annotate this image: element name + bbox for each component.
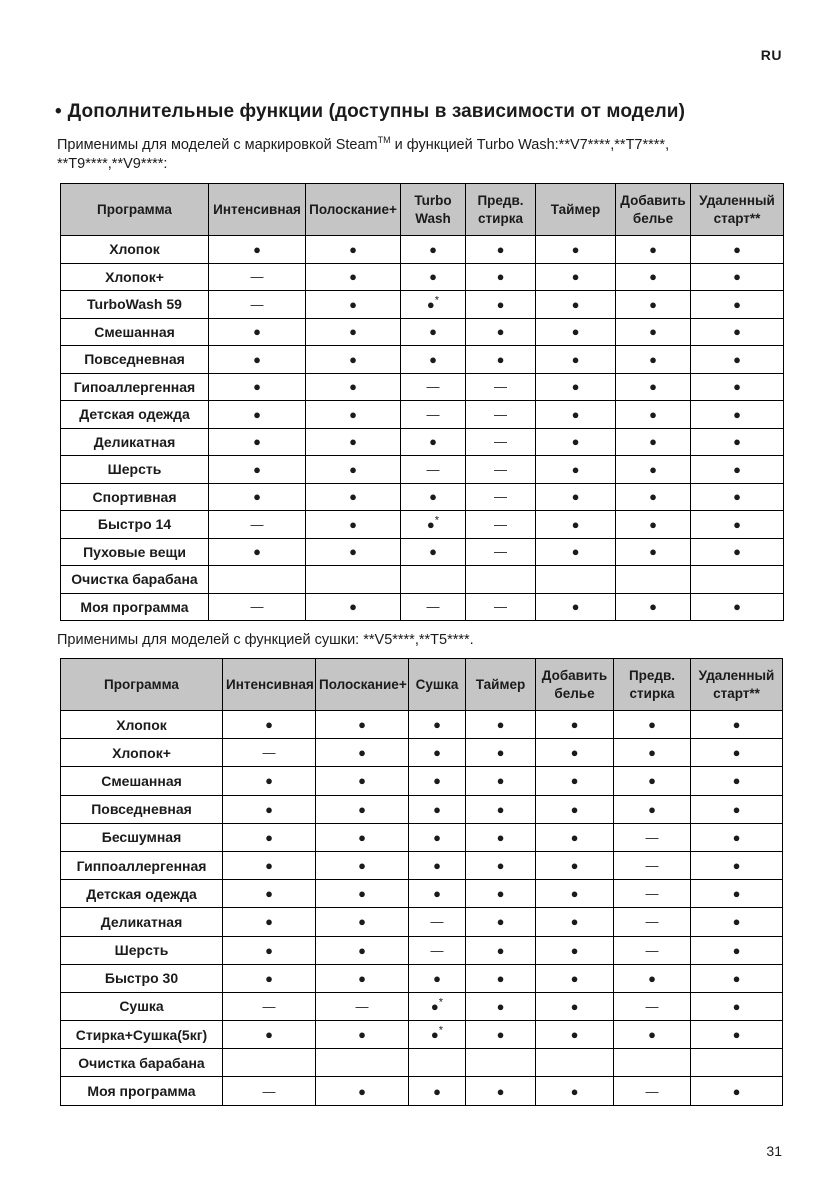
available-mark: ● <box>691 711 783 739</box>
column-header: Сушка <box>409 659 466 711</box>
empty-cell <box>316 1049 409 1077</box>
available-mark: ● <box>691 483 784 511</box>
available-mark: ● <box>223 795 316 823</box>
available-mark: ● <box>691 373 784 401</box>
available-mark: ● <box>536 992 614 1020</box>
section-heading-text: Дополнительные функции (доступны в зависимости от модели) <box>67 101 685 122</box>
available-mark: ● <box>401 538 466 566</box>
available-mark: ● <box>616 291 691 319</box>
column-header: Удаленный старт** <box>691 184 784 236</box>
available-mark: ● <box>466 880 536 908</box>
available-mark: ● <box>209 373 306 401</box>
table-row <box>61 1077 783 1105</box>
available-mark: ● <box>691 428 784 456</box>
available-mark: ● <box>209 346 306 374</box>
empty-cell <box>306 566 401 594</box>
empty-cell <box>466 1049 536 1077</box>
not-available-mark: — <box>466 511 536 539</box>
available-mark: ● <box>306 318 401 346</box>
header-row <box>61 659 783 711</box>
available-mark: ● <box>536 767 614 795</box>
table-row <box>61 511 784 539</box>
available-mark: ● <box>209 236 306 264</box>
available-mark: ● <box>306 263 401 291</box>
available-mark: ● <box>306 456 401 484</box>
available-mark: ● <box>614 739 691 767</box>
available-mark: ● <box>536 373 616 401</box>
not-available-mark: — <box>409 908 466 936</box>
empty-cell <box>614 1049 691 1077</box>
table-row <box>61 236 784 264</box>
available-mark: ● <box>316 767 409 795</box>
empty-cell <box>209 566 306 594</box>
available-mark: ● <box>409 880 466 908</box>
available-mark: ● <box>616 318 691 346</box>
available-mark: ● <box>466 992 536 1020</box>
available-mark: ● <box>316 711 409 739</box>
not-available-mark: — <box>401 456 466 484</box>
available-mark: ● <box>466 318 536 346</box>
program-name: Смешанная <box>61 318 209 346</box>
available-mark: ● <box>691 908 783 936</box>
intro1-text-after-tm: и функцией Turbo Wash:**V7****,**T7****, <box>390 137 670 153</box>
available-mark: ● <box>691 456 784 484</box>
not-available-mark: — <box>614 936 691 964</box>
available-mark: ● <box>209 538 306 566</box>
available-mark: ● <box>466 346 536 374</box>
available-mark: ● <box>536 236 616 264</box>
available-mark: ● <box>409 823 466 851</box>
available-mark: ● <box>409 739 466 767</box>
program-name: Деликатная <box>61 908 223 936</box>
program-name: Пуховые вещи <box>61 538 209 566</box>
available-mark: ● <box>691 318 784 346</box>
column-header: Полоскание+ <box>306 184 401 236</box>
available-with-note-mark: ●* <box>401 291 466 319</box>
available-mark: ● <box>691 1021 783 1049</box>
table-row <box>61 401 784 429</box>
program-name: Очистка барабана <box>61 566 209 594</box>
available-with-note-mark: ●* <box>409 1021 466 1049</box>
table-row <box>61 346 784 374</box>
available-mark: ● <box>401 318 466 346</box>
program-name: Детская одежда <box>61 880 223 908</box>
available-mark: ● <box>209 456 306 484</box>
available-mark: ● <box>536 1021 614 1049</box>
table-row <box>61 566 784 594</box>
column-header: Предв. стирка <box>466 184 536 236</box>
available-mark: ● <box>209 428 306 456</box>
available-mark: ● <box>536 291 616 319</box>
available-mark: ● <box>691 401 784 429</box>
available-mark: ● <box>466 1021 536 1049</box>
available-mark: ● <box>616 428 691 456</box>
column-header: Добавить белье <box>536 659 614 711</box>
available-mark: ● <box>306 346 401 374</box>
empty-cell <box>409 1049 466 1077</box>
available-mark: ● <box>536 538 616 566</box>
empty-cell <box>223 1049 316 1077</box>
column-header: Предв. стирка <box>614 659 691 711</box>
available-mark: ● <box>691 291 784 319</box>
available-mark: ● <box>209 483 306 511</box>
available-mark: ● <box>691 880 783 908</box>
available-mark: ● <box>466 908 536 936</box>
table-row <box>61 936 783 964</box>
available-mark: ● <box>306 538 401 566</box>
available-mark: ● <box>409 767 466 795</box>
program-name: Шерсть <box>61 936 223 964</box>
available-mark: ● <box>223 767 316 795</box>
empty-cell <box>466 566 536 594</box>
language-code-label: RU <box>760 47 782 63</box>
not-available-mark: — <box>223 992 316 1020</box>
available-with-note-mark: ●* <box>401 511 466 539</box>
column-header: Полоскание+ <box>316 659 409 711</box>
available-mark: ● <box>466 1077 536 1105</box>
program-name: Хлопок+ <box>61 739 223 767</box>
table-row <box>61 1021 783 1049</box>
section-heading <box>55 101 795 124</box>
intro-paragraph-dry-models: Применимы для моделей с функцией сушки: **V5****,**T5****. <box>57 632 474 648</box>
available-mark: ● <box>614 711 691 739</box>
available-mark: ● <box>691 538 784 566</box>
not-available-mark: — <box>209 511 306 539</box>
available-mark: ● <box>536 511 616 539</box>
table-row <box>61 739 783 767</box>
table-row <box>61 711 783 739</box>
available-mark: ● <box>614 964 691 992</box>
table-row <box>61 767 783 795</box>
available-mark: ● <box>223 908 316 936</box>
available-mark: ● <box>616 346 691 374</box>
available-mark: ● <box>223 711 316 739</box>
not-available-mark: — <box>466 373 536 401</box>
intro1-text-before-tm: Применимы для моделей с маркировкой Steam <box>57 137 378 153</box>
available-mark: ● <box>306 373 401 401</box>
table-row <box>61 880 783 908</box>
features-table-dry-models <box>60 658 783 1106</box>
available-mark: ● <box>316 1077 409 1105</box>
available-mark: ● <box>691 263 784 291</box>
available-mark: ● <box>316 908 409 936</box>
available-mark: ● <box>616 456 691 484</box>
available-mark: ● <box>223 936 316 964</box>
available-mark: ● <box>616 593 691 621</box>
program-name: Быстро 30 <box>61 964 223 992</box>
not-available-mark: — <box>466 593 536 621</box>
available-mark: ● <box>536 964 614 992</box>
available-mark: ● <box>306 428 401 456</box>
available-mark: ● <box>536 880 614 908</box>
intro-paragraph-steam-models <box>57 136 787 174</box>
not-available-mark: — <box>316 992 409 1020</box>
available-mark: ● <box>316 823 409 851</box>
program-name: Гипоаллергенная <box>61 373 209 401</box>
not-available-mark: — <box>466 483 536 511</box>
not-available-mark: — <box>466 428 536 456</box>
empty-cell <box>536 566 616 594</box>
program-name: Детская одежда <box>61 401 209 429</box>
available-mark: ● <box>536 428 616 456</box>
available-mark: ● <box>691 992 783 1020</box>
table-row <box>61 795 783 823</box>
available-mark: ● <box>536 851 614 879</box>
column-header: Интенсивная <box>209 184 306 236</box>
available-mark: ● <box>691 851 783 879</box>
available-mark: ● <box>616 263 691 291</box>
table-row <box>61 593 784 621</box>
available-mark: ● <box>306 401 401 429</box>
available-mark: ● <box>316 795 409 823</box>
available-mark: ● <box>409 1077 466 1105</box>
table-row <box>61 456 784 484</box>
available-mark: ● <box>691 964 783 992</box>
program-name: Стирка+Сушка(5кг) <box>61 1021 223 1049</box>
not-available-mark: — <box>401 373 466 401</box>
program-name: Моя программа <box>61 1077 223 1105</box>
not-available-mark: — <box>409 936 466 964</box>
available-mark: ● <box>691 739 783 767</box>
available-mark: ● <box>614 795 691 823</box>
not-available-mark: — <box>209 291 306 319</box>
program-name: Сушка <box>61 992 223 1020</box>
not-available-mark: — <box>614 908 691 936</box>
program-name: Моя программа <box>61 593 209 621</box>
available-mark: ● <box>306 483 401 511</box>
header-row <box>61 184 784 236</box>
program-name: Повседневная <box>61 346 209 374</box>
features-table-steam-models <box>60 183 784 621</box>
available-mark: ● <box>409 851 466 879</box>
available-mark: ● <box>316 964 409 992</box>
available-mark: ● <box>536 456 616 484</box>
available-mark: ● <box>306 593 401 621</box>
table-row <box>61 823 783 851</box>
not-available-mark: — <box>209 593 306 621</box>
table-row <box>61 483 784 511</box>
table-row <box>61 291 784 319</box>
table-row <box>61 373 784 401</box>
available-mark: ● <box>466 851 536 879</box>
not-available-mark: — <box>401 593 466 621</box>
available-mark: ● <box>691 236 784 264</box>
available-mark: ● <box>691 511 784 539</box>
available-mark: ● <box>316 739 409 767</box>
program-name: Спортивная <box>61 483 209 511</box>
program-name: Гиппоаллергенная <box>61 851 223 879</box>
table-row <box>61 318 784 346</box>
available-mark: ● <box>466 823 536 851</box>
available-mark: ● <box>409 964 466 992</box>
trademark-superscript: TM <box>377 135 391 146</box>
empty-cell <box>616 566 691 594</box>
available-mark: ● <box>614 1021 691 1049</box>
table-row <box>61 538 784 566</box>
available-mark: ● <box>316 880 409 908</box>
heading-bullet: • <box>55 101 62 122</box>
empty-cell <box>691 1049 783 1077</box>
not-available-mark: — <box>614 992 691 1020</box>
available-mark: ● <box>466 236 536 264</box>
program-name: TurboWash 59 <box>61 291 209 319</box>
available-mark: ● <box>616 538 691 566</box>
available-mark: ● <box>536 263 616 291</box>
column-header: Удаленный старт** <box>691 659 783 711</box>
available-mark: ● <box>616 236 691 264</box>
program-name: Хлопок <box>61 711 223 739</box>
intro1-line2: **T9****,**V9****: <box>57 156 168 172</box>
available-mark: ● <box>401 428 466 456</box>
not-available-mark: — <box>466 456 536 484</box>
available-mark: ● <box>316 936 409 964</box>
available-mark: ● <box>409 711 466 739</box>
column-header: Таймер <box>536 184 616 236</box>
not-available-mark: — <box>614 880 691 908</box>
column-header: Программа <box>61 659 223 711</box>
available-mark: ● <box>691 795 783 823</box>
empty-cell <box>401 566 466 594</box>
available-mark: ● <box>536 318 616 346</box>
available-mark: ● <box>401 346 466 374</box>
not-available-mark: — <box>614 823 691 851</box>
program-name: Хлопок <box>61 236 209 264</box>
column-header: Таймер <box>466 659 536 711</box>
available-mark: ● <box>536 401 616 429</box>
program-name: Хлопок+ <box>61 263 209 291</box>
available-mark: ● <box>536 739 614 767</box>
available-mark: ● <box>223 823 316 851</box>
available-mark: ● <box>616 401 691 429</box>
table-row <box>61 428 784 456</box>
empty-cell <box>691 566 784 594</box>
available-mark: ● <box>536 711 614 739</box>
available-mark: ● <box>223 1021 316 1049</box>
available-mark: ● <box>306 236 401 264</box>
available-mark: ● <box>466 964 536 992</box>
program-name: Очистка барабана <box>61 1049 223 1077</box>
not-available-mark: — <box>466 401 536 429</box>
program-name: Бесшумная <box>61 823 223 851</box>
available-mark: ● <box>691 767 783 795</box>
available-mark: ● <box>616 483 691 511</box>
available-mark: ● <box>691 593 784 621</box>
available-mark: ● <box>466 767 536 795</box>
available-mark: ● <box>536 936 614 964</box>
available-mark: ● <box>536 1077 614 1105</box>
available-mark: ● <box>306 291 401 319</box>
available-mark: ● <box>306 511 401 539</box>
available-mark: ● <box>316 851 409 879</box>
column-header: Программа <box>61 184 209 236</box>
program-name: Быстро 14 <box>61 511 209 539</box>
column-header: Интенсивная <box>223 659 316 711</box>
available-mark: ● <box>316 1021 409 1049</box>
available-mark: ● <box>466 739 536 767</box>
table-row <box>61 263 784 291</box>
available-mark: ● <box>223 851 316 879</box>
available-mark: ● <box>466 263 536 291</box>
available-mark: ● <box>614 767 691 795</box>
available-mark: ● <box>536 346 616 374</box>
available-mark: ● <box>616 511 691 539</box>
not-available-mark: — <box>401 401 466 429</box>
available-mark: ● <box>536 908 614 936</box>
available-mark: ● <box>401 483 466 511</box>
available-mark: ● <box>466 711 536 739</box>
program-name: Повседневная <box>61 795 223 823</box>
available-mark: ● <box>466 291 536 319</box>
available-mark: ● <box>409 795 466 823</box>
table-row <box>61 1049 783 1077</box>
empty-cell <box>536 1049 614 1077</box>
table-row <box>61 851 783 879</box>
not-available-mark: — <box>466 538 536 566</box>
program-name: Деликатная <box>61 428 209 456</box>
not-available-mark: — <box>223 1077 316 1105</box>
available-mark: ● <box>466 795 536 823</box>
available-mark: ● <box>209 318 306 346</box>
available-mark: ● <box>536 795 614 823</box>
available-mark: ● <box>691 823 783 851</box>
available-mark: ● <box>401 263 466 291</box>
available-mark: ● <box>466 936 536 964</box>
not-available-mark: — <box>223 739 316 767</box>
not-available-mark: — <box>614 851 691 879</box>
not-available-mark: — <box>614 1077 691 1105</box>
available-mark: ● <box>223 964 316 992</box>
available-with-note-mark: ●* <box>409 992 466 1020</box>
available-mark: ● <box>616 373 691 401</box>
available-mark: ● <box>223 880 316 908</box>
column-header: Turbo Wash <box>401 184 466 236</box>
not-available-mark: — <box>209 263 306 291</box>
available-mark: ● <box>209 401 306 429</box>
program-name: Шерсть <box>61 456 209 484</box>
available-mark: ● <box>536 593 616 621</box>
page-number: 31 <box>766 1143 782 1159</box>
program-name: Смешанная <box>61 767 223 795</box>
available-mark: ● <box>691 346 784 374</box>
column-header: Добавить белье <box>616 184 691 236</box>
available-mark: ● <box>536 823 614 851</box>
table-row <box>61 964 783 992</box>
available-mark: ● <box>536 483 616 511</box>
table-row <box>61 992 783 1020</box>
available-mark: ● <box>401 236 466 264</box>
available-mark: ● <box>691 1077 783 1105</box>
table-row <box>61 908 783 936</box>
available-mark: ● <box>691 936 783 964</box>
